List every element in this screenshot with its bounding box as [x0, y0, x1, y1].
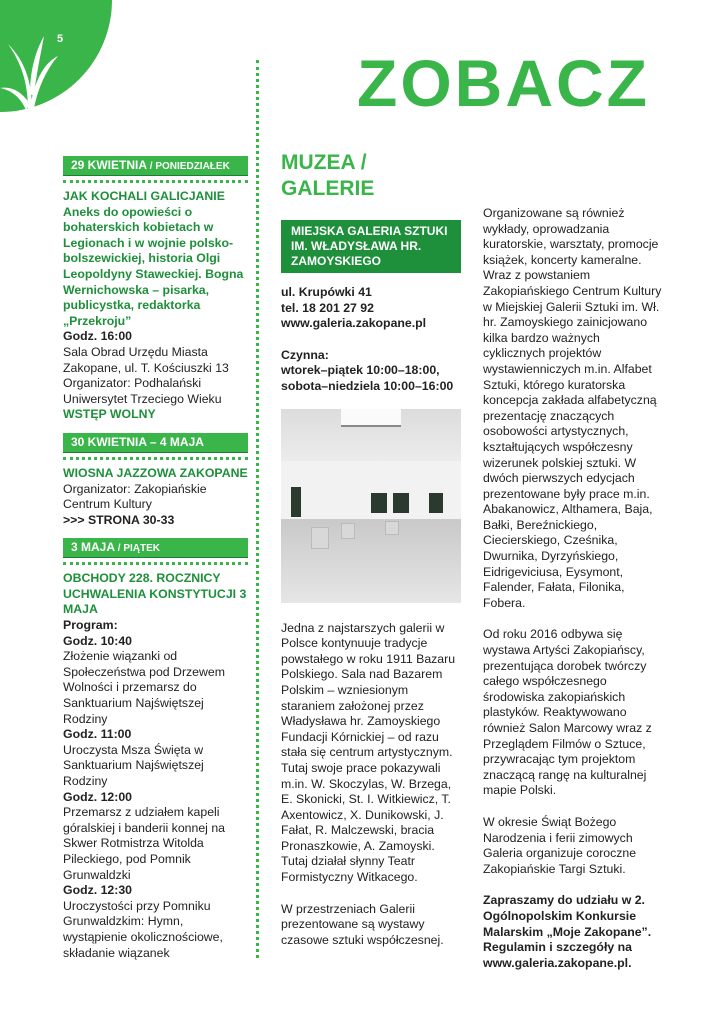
event-line: Uroczysta Msza Święta w Sanktuarium Najświętszej Rodziny [63, 742, 204, 788]
hours-label: Czynna: [281, 347, 329, 362]
right-column [483, 206, 663, 971]
event-date: 30 KWIETNIA – 4 MAJA [71, 434, 204, 449]
paragraph-events: Organizowane są również wykłady, oprowadzania kuratorskie, warsztaty, promocje książek, koncerty kameralne. Wraz z powstaniem Zakopiańskiego Centrum Kultury w Miejskiej Galerii Sztuki im. Wł. hr. Zamoyskiego zainicjowano kilka bardzo ważnych cyklicznych projektów wystawienniczych m.in. Alfabet Sztuki, którego kuratorska koncepcja zakłada alfabetyczną prezentację znaczących osobowości artystycznych, kształtujących współczesny wizerunek polskiej sztuki. W dwóch pierwszych edycjach prezentowane były prace m.in. Abakanowicz, Althamera, Baja, Bałki, Bereźnickiego, Ciecierskiego, Cześnika, Dwurnika, Dyrzyńskiego, Eidrigeviciusa, Eysymont, Falender, Fałata, Filonika, Fobera. [483, 206, 662, 610]
event-line: WIOSNA JAZZOWA ZAKOPANE [63, 465, 248, 480]
event-line: Godz. 11:00 [63, 727, 132, 742]
gallery-address: ul. Krupówki 41 [281, 285, 372, 299]
gallery-phone: tel. 18 201 27 92 [281, 300, 374, 315]
dotted-divider [63, 562, 248, 565]
page-number: 5 [57, 33, 64, 45]
leaf-logo-icon [0, 34, 60, 110]
gallery-exhibitions: W przestrzeniach Galerii prezentowane są wystawy czasowe sztuki współczesnej. [281, 901, 444, 947]
middle-column [281, 150, 461, 948]
event-line: Organizator: Zakopiańskie Centrum Kultury [63, 481, 207, 512]
gallery-history: Jedna z najstarszych galerii w Polsce kontynuuje tradycje powstałego w roku 1911 Bazaru Polskiego. Sala nad Bazarem Polskim – wzniesionym staraniem założonej przez Władysława hr. Zamoyskiego Fundacji Kórnickiej – od razu stała się centrum artystycznym. Tutaj swoje prace pokazywali m.in. W. Skoczylas, W. Brzega, E. Skonicki, St. I. Witkiewicz, T. Axentowicz, X. Dunikowski, J. Fałat, R. Malczewski, bracia Pronaszkowie, A. Zamoyski. Tutaj działał słynny Teatr Formistyczny Witkacego. [281, 620, 456, 885]
event-line: OBCHODY 228. ROCZNICY UCHWALENIA KONSTYTUCJI 3 MAJA [63, 571, 247, 617]
event-line: Godz. 16:00 [63, 329, 133, 344]
gallery-website[interactable]: www.galeria.zakopane.pl [281, 316, 427, 331]
event-line: Złożenie wiązanki od Społeczeństwa pod Drzewem Wolności i przemarsz do Sanktuarium Najświętszej Rodziny [63, 649, 225, 726]
column-divider [256, 60, 259, 958]
section-title: MUZEA / GALERIE [281, 151, 375, 200]
event-weekday: / PONIEDZIAŁEK [147, 161, 230, 172]
event-weekday: / PIĄTEK [115, 543, 161, 555]
event-line: Program: [63, 618, 118, 633]
event-date: 29 KWIETNIA [71, 158, 148, 172]
gallery-photo [281, 409, 461, 603]
event-line: Przemarsz z udziałem kapeli góralskiej i banderii konnej na Skwer Rotmistrza Witolda Pileckiego, pod Pomnik Grunwaldzki [63, 805, 226, 882]
hours-weekday: wtorek–piątek 10:00–18:00, [281, 363, 440, 378]
event-line: Sala Obrad Urzędu Miasta Zakopane, ul. T. Kościuszki 13 [63, 344, 229, 375]
event-date: 3 MAJA [71, 540, 116, 555]
event-line: Godz. 12:00 [63, 789, 133, 804]
left-column [63, 156, 248, 971]
contest-invitation: Zapraszamy do udziału w 2. Ogólnopolskim Konkursie Malarskim „Moje Zakopane”. Regulamin i szczegóły na www.galeria.zakopane.pl. [483, 893, 652, 970]
dotted-divider [63, 457, 248, 460]
event-line: WSTĘP WOLNY [63, 407, 156, 422]
gallery-name: MIEJSKA GALERIA SZTUKI IM. WŁADYSŁAWA HR. ZAMOYSKIEGO [281, 220, 461, 273]
event-line: Organizator: Podhalański Uniwersytet Trzeciego Wieku [63, 376, 222, 406]
event-line: >>> STRONA 30-33 [63, 512, 175, 527]
event-date-bar [63, 156, 248, 176]
hours-weekend: sobota–niedziela 10:00–16:00 [281, 378, 454, 393]
event-date-bar [63, 538, 248, 558]
event-line: Aneks do opowieści o bohaterskich kobietach w Legionach i w wojnie polsko-bolszewickiej, historia Olgi Leopoldyny Staweckiej. Bogna Wernichowska – pisarka, publicystka, redaktorka „Przekroju” [63, 204, 244, 328]
dotted-divider [63, 180, 248, 183]
event-line: JAK KOCHALI GALICJANIE [63, 189, 225, 203]
event-date-bar [63, 433, 248, 453]
event-line: Uroczystości przy Pomniku Grunwaldzkim: Hymn, wystąpienie okolicznościowe, składanie wiązanek [63, 898, 223, 960]
headline: ZOBACZ [357, 46, 650, 120]
paragraph-fair: W okresie Świąt Bożego Narodzenia i ferii zimowych Galeria organizuje coroczne Zakopiańskie Targi Sztuki. [483, 814, 637, 876]
corner-logo [0, 0, 112, 112]
event-line: Godz. 12:30 [63, 883, 133, 898]
paragraph-artists: Od roku 2016 odbywa się wystawa Artyści Zakopiańscy, prezentująca dorobek twórczy całego współczesnego środowiska zakopiańskich plastyków. Reaktywowano również Salon Marcowy wraz z Przeglądem Filmów o Sztuce, przywracając tym projektom znaczącą rangę na kulturalnej mapie Polski. [483, 627, 652, 798]
event-line: Godz. 10:40 [63, 633, 133, 648]
